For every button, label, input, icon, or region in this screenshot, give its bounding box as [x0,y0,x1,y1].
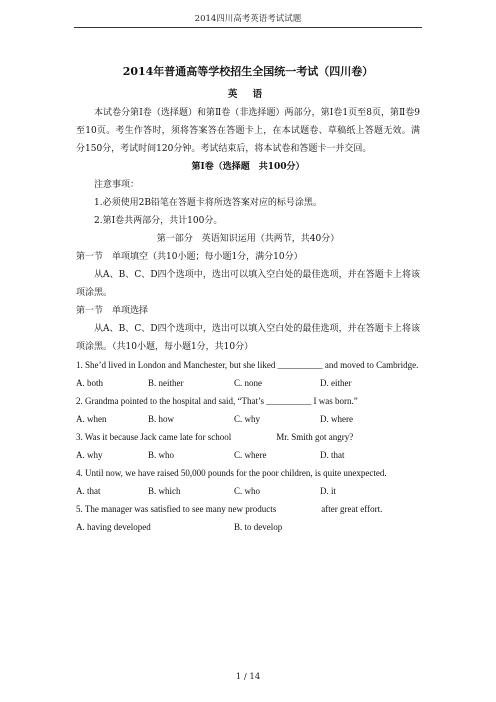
question-stem: 1. She’d lived in London and Manchester, but she liked __________ and moved to Cambridge. [76,360,419,370]
question-options [76,446,420,464]
subsection-heading-2: 第一节 单项选择 [76,306,149,316]
option-a: A. that [76,486,101,496]
note-item-1: 1.必须使用2B铅笔在答题卡将所选答案对应的标号涂黑。 [94,198,322,208]
subject-heading: 英 语 [227,89,269,100]
option-b: B. which [148,486,181,496]
question-stem: 3. Was it because Jack came late for school Mr. Smith got angry? [76,432,354,442]
section-heading: 第Ⅰ卷（选择题 共100分） [191,162,305,172]
exam-title: 2014年普通高等学校招生全国统一考试（四川卷） [122,65,374,78]
option-a: A. having developed [76,522,151,532]
option-d: D. where [320,414,353,424]
option-d: D. that [320,450,345,460]
question-options [76,410,420,428]
subsection-heading: 第一节 单项填空（共10小题；每小题1分，满分10分） [76,252,303,262]
document-body [76,62,420,536]
option-a: A. both [76,378,103,388]
option-c: C. who [234,486,261,496]
note-item-2: 2.第Ⅰ卷共两部分，共计100分。 [94,216,223,226]
notes-heading: 注意事项： [94,180,140,190]
option-d: D. it [320,486,337,496]
option-b: B. who [148,450,175,460]
subsection-instructions: 从A、B、C、D四个选项中，选出可以填入空白处的最佳选项，并在答题卡上将该项涂黑。 [76,270,420,298]
option-c: C. why [234,414,261,424]
question-stem: 4. Until now, we have raised 50,000 pounds for the poor children, is quite unexpected. [76,468,387,478]
subsection-instructions-2: 从A、B、C、D四个选项中，选出可以填入空白处的最佳选项，并在答题卡上将该项涂黑。（共10小题，每小题1分，共10分） [76,324,420,352]
question-stem: 5. The manager was satisfied to see many new products after great effort. [76,504,383,514]
option-c: C. none [234,378,262,388]
page-header: 2014四川高考英语考试试题 [74,12,422,28]
question-options [76,374,420,392]
question-options [76,518,420,536]
option-b: B. neither [148,378,184,388]
option-b: B. how [148,414,175,424]
option-a: A. why [76,450,103,460]
page-number: 1 / 14 [235,672,261,682]
question-stem: 2. Grandma pointed to the hospital and said, “That’s __________ I was born.” [76,396,358,406]
option-c: C. where [234,450,267,460]
exam-instructions: 本试卷分第Ⅰ卷（选择题）和第Ⅱ卷（非选择题）两部分，第Ⅰ卷1页至8页，第Ⅱ卷9至10页。考生作答时，须将答案答在答题卡上，在本试题卷、草稿纸上答题无效。满分150分，考试时间120分钟。考试结束后，将本试卷和答题卡一并交回。 [76,108,420,154]
part-heading: 第一部分 英语知识运用（共两节，共40分） [156,234,340,244]
option-b: B. to develop [234,522,283,532]
option-a: A. when [76,414,107,424]
option-d: D. either [320,378,352,388]
question-options [76,482,420,500]
